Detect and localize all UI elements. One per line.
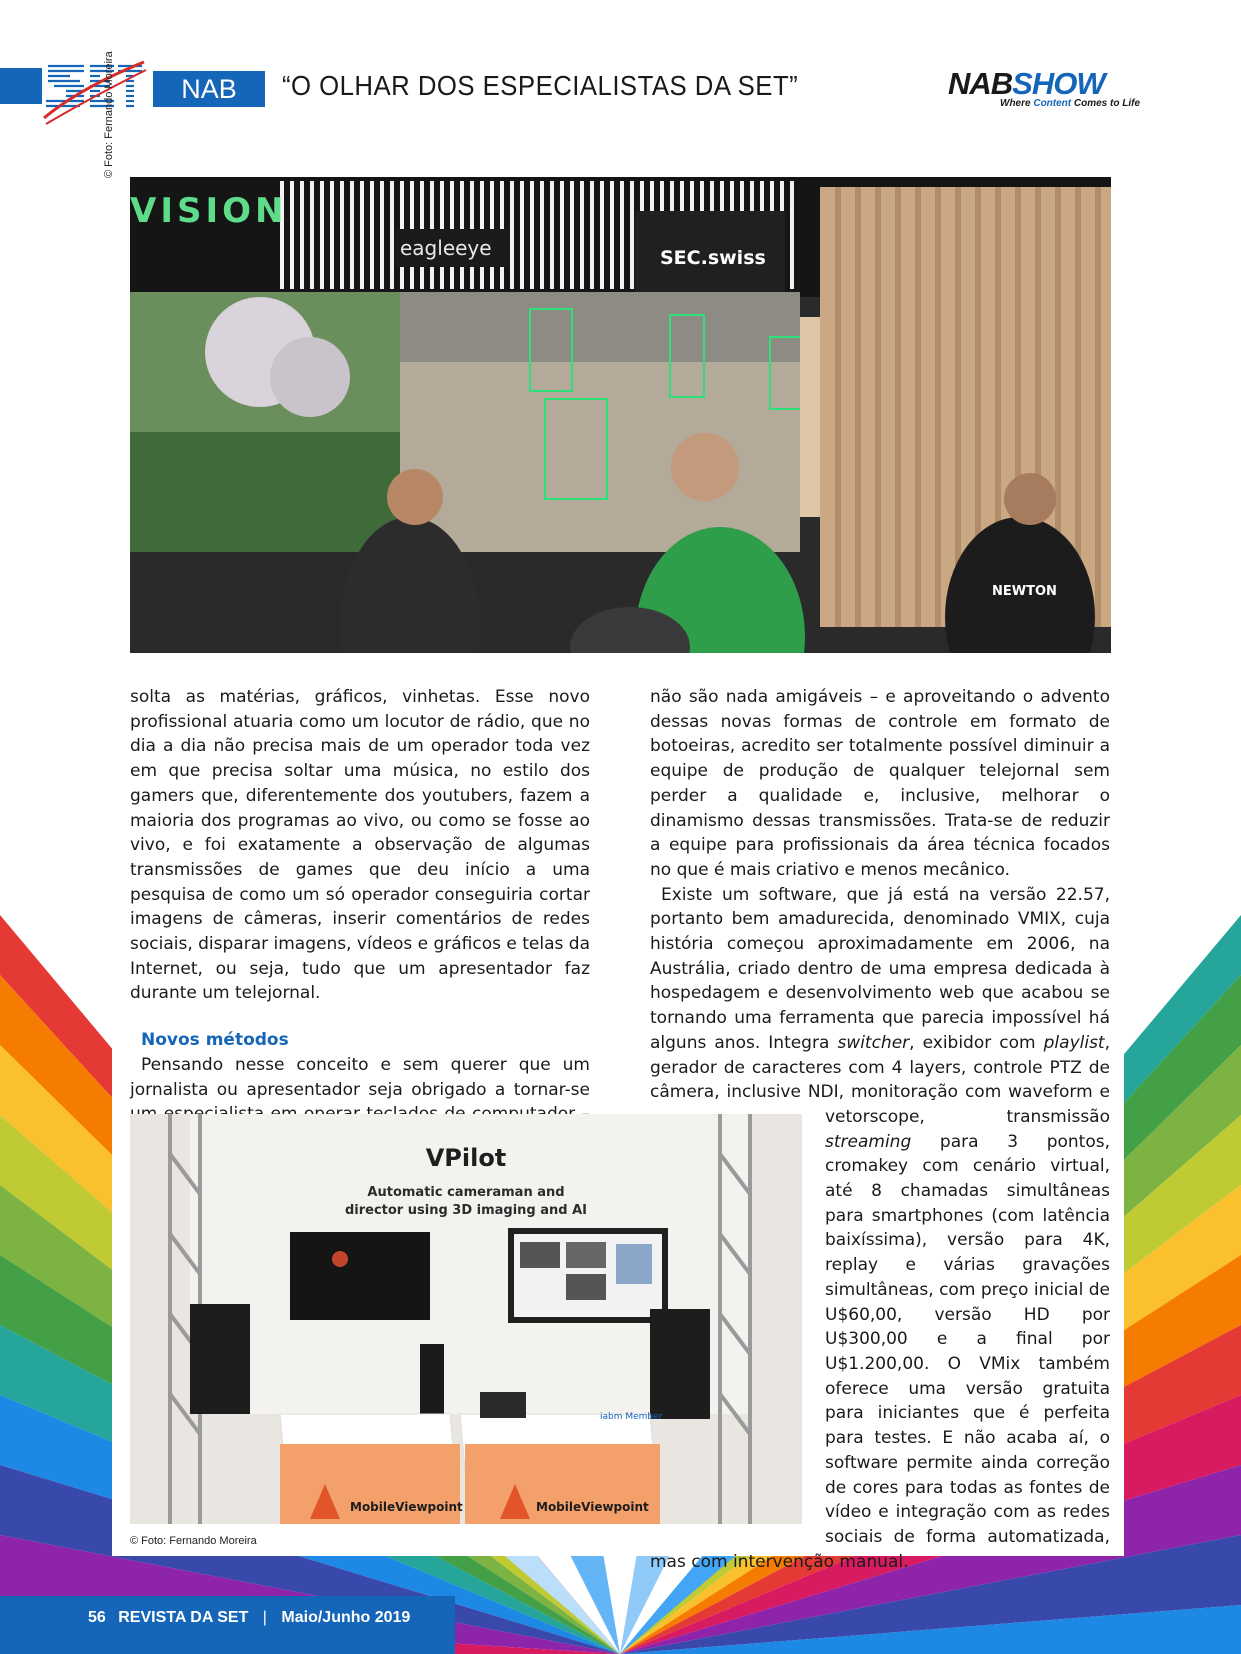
article-subheading: Novos métodos (141, 1030, 289, 1051)
photo-eagle-eye-booth (130, 177, 1111, 653)
sign-sec-swiss: SEC.swiss (660, 247, 766, 269)
em-switcher: switcher (837, 1032, 910, 1053)
nab-logo-word-a: NAB (948, 66, 1013, 101)
sign-vpilot-sub1: Automatic cameraman and (367, 1185, 565, 1200)
em-playlist: playlist (1043, 1032, 1105, 1053)
em-streaming: streaming (825, 1131, 912, 1152)
article-left-paragraph-2: Pensando nesse conceito e sem querer que um jornalista ou apresentador seja obrigado a tornar-se (130, 1054, 590, 1100)
nab-logo-word-b: SHOW (1012, 66, 1105, 101)
page-number: 56 (88, 1609, 106, 1626)
nab-show-logo (948, 66, 1141, 110)
brand-mobileviewpoint-1: MobileViewpoint (350, 1500, 463, 1514)
set-logo (40, 58, 148, 128)
shirt-newton: NEWTON (992, 584, 1057, 599)
photo-credit-bottom: © Foto: Fernando Moreira (130, 1535, 257, 1547)
sign-vision: VISION (130, 191, 288, 231)
magazine-name: REVISTA DA SET (118, 1609, 249, 1626)
article-column-left (130, 685, 590, 1152)
article-left-paragraph-1: solta as matérias, gráficos, vinhetas. Esse novo profissional atuaria como um locutor de rádio, que no dia a dia não precisa mais de um operador toda vez em que precisa soltar uma música, no estilo dos gamers que, diferentemente dos youtubers, fazem a maioria dos programas ao vivo, ou como se fosse ao vivo, e foi exatamente a observação de algumas transmissões de games que deu início a uma pesquisa de como um só operador conseguiria cortar imagens de câmeras, inserir comentários de redes sociais, disparar imagens, vídeos e gráficos e telas da Internet, ou seja, tudo que um apresentador faz durante um telejornal. (130, 687, 590, 1004)
sign-vpilot-title: VPilot (425, 1144, 507, 1172)
sign-vpilot-sub2: director using 3D imaging and AI (344, 1203, 588, 1218)
badge-iabm: iabm Member (600, 1412, 663, 1422)
section-badge: NAB 2019 (153, 71, 265, 107)
sign-eagle-eye: eagleeye (400, 236, 492, 260)
page-header-title: “O OLHAR DOS ESPECIALISTAS DA SET” (282, 70, 799, 101)
brand-mobileviewpoint-2: MobileViewpoint (536, 1500, 649, 1514)
footer-separator: | (262, 1609, 267, 1626)
nab-logo-tag-c: Comes to Life (1071, 98, 1141, 109)
nab-logo-tag-a: Where (1000, 98, 1034, 109)
footer (88, 1609, 410, 1627)
nab-logo-tag-b: Content (1033, 98, 1072, 109)
header-accent-bar (0, 68, 42, 104)
issue-date: Maio/Junho 2019 (281, 1609, 411, 1626)
article-right-paragraph-2: Existe um software, que já está na versão 22.57, portanto bem amadurecida, denominado VMIX, cuja história começou aproximadamente em 2006, na Austrália, criado dentro de uma empresa dedicada à hospedagem e desenvolvimento web que acabou se tornando uma ferramenta que parecia impossível há alguns anos. Integra switcher, exibidor com playlist, gerador de caracteres com 4 layers, controle PTZ de câmera, inclusive NDI, monitoração com waveform e vetorscope, transmissão streaming para 3 pontos, cromakey com cenário virtual, até 8 chamadas simultâneas para smartphones (com latência baixíssima), versão para 4K, replay e várias gravações simultâneas, com preço inicial de U$60,00, versão HD por U$300,00 e a final por U$1.200,00. O VMix também oferece uma versão gratuita para iniciantes que é perfeita para testes. E não acaba aí, o software permite ainda correção de cores para todas as fontes de vídeo e integração com as redes sociais de forma automatizada, mas com intervenção manual. (650, 884, 1111, 1572)
photo-vpilot-booth (130, 1114, 802, 1524)
article-right-paragraph-1: não são nada amigáveis – e aproveitando o advento dessas novas formas de controle em formato de botoeiras, acredito ser totalmente possível diminuir a equipe de produção de qualquer telejornal sem perder a qualidade e, inclusive, melhorar o dinamismo dessas transmissões. Trata-se de reduzir a equipe para profissionais da área técnica focados no que é mais criativo e menos mecânico. (650, 687, 1110, 880)
